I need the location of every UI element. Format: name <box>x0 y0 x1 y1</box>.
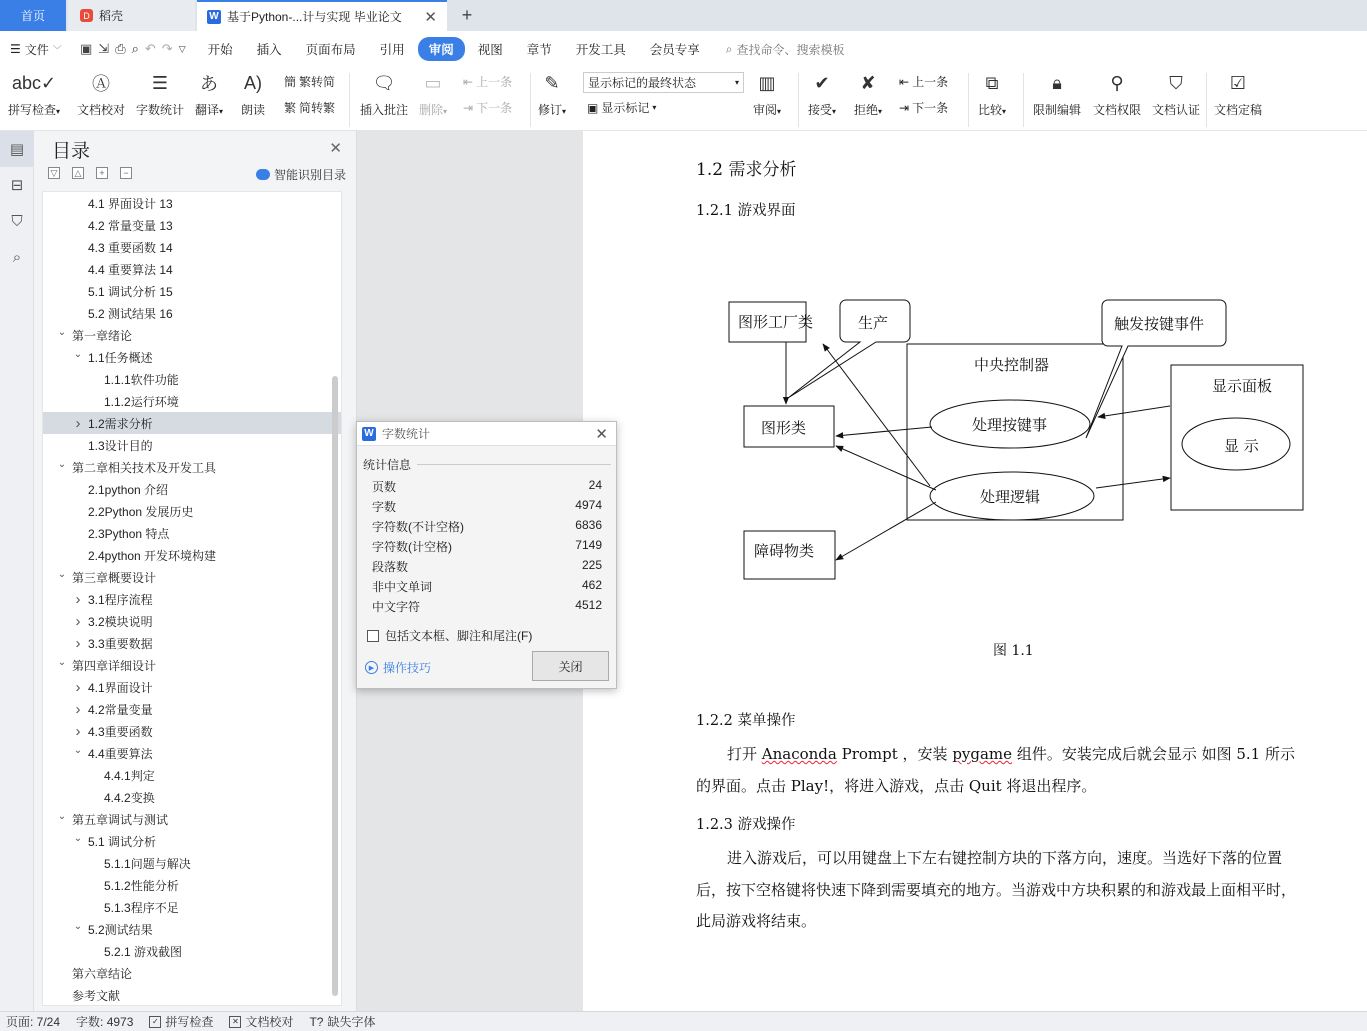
markup-display-select[interactable] <box>583 72 744 93</box>
tab-daoke-label: 稻壳 <box>99 9 124 23</box>
menu-tab-1[interactable]: 插入 <box>256 43 282 57</box>
word-count-label: 字数统计 <box>136 103 185 117</box>
review-pane-label: 审阅 <box>753 103 778 117</box>
remove-heading-icon[interactable]: − <box>120 167 132 179</box>
toc-item[interactable] <box>43 478 341 500</box>
word-count-icon: ☰ <box>151 72 169 93</box>
ribbon-separator <box>968 73 969 127</box>
chevron-right-icon[interactable]: › <box>75 612 81 630</box>
word-count-button[interactable] <box>136 69 184 118</box>
doc-proof-label: 文档校对 <box>77 103 126 117</box>
tab-document-label: 基于Python-...计与实现 毕业论文 <box>227 10 402 24</box>
spell-check-button[interactable]: abc✓ 拼写检查▾ <box>8 69 60 118</box>
doc-certify-button[interactable] <box>1152 69 1200 118</box>
tab-home-label: 首页 <box>20 9 45 23</box>
figure-caption: 图 1.1 <box>993 643 1034 659</box>
toc-item-label: 4.1界面设计 <box>88 680 153 695</box>
trad-to-simp-icon: 簡 <box>284 75 297 89</box>
accept-button[interactable]: ✔ 接受▾ <box>808 69 836 118</box>
title-tab-bar <box>0 0 1367 31</box>
word-count-dialog <box>356 421 617 689</box>
menu-tab-4[interactable]: 审阅 <box>418 37 465 61</box>
toc-item-label: 3.3重要数据 <box>88 636 153 651</box>
stat-value: 4974 <box>575 498 602 512</box>
insert-comment-button[interactable] <box>360 69 408 118</box>
toc-item-label: 5.1.1问题与解决 <box>104 856 191 871</box>
prev-comment-icon: ⇤ <box>463 74 474 89</box>
doc-proof-status-label: 文档校对 <box>245 1015 294 1029</box>
undo-icon[interactable]: ↶ <box>144 41 156 56</box>
reject-label: 拒绝 <box>854 103 879 117</box>
toc-item[interactable] <box>43 280 341 302</box>
restrict-edit-button[interactable] <box>1033 69 1081 118</box>
paragraph <box>696 739 1302 802</box>
toc-item[interactable] <box>43 764 341 786</box>
chevron-down-icon[interactable]: ⌄ <box>57 568 67 580</box>
review-pane-button[interactable]: ▥ 审阅▾ <box>753 69 781 118</box>
stat-row <box>372 578 602 595</box>
next-comment-button[interactable] <box>463 99 512 116</box>
next-change-button[interactable] <box>899 99 948 116</box>
toc-item[interactable] <box>43 390 341 412</box>
produce-label: 生产 <box>858 314 889 332</box>
chevron-right-icon[interactable]: › <box>75 414 81 432</box>
stat-label: 非中文单词 <box>372 580 433 594</box>
writer-doc-icon: W <box>207 10 221 24</box>
comment-delete-icon: ▭ <box>424 72 442 93</box>
lock-icon: 🔒︎ <box>1052 72 1062 93</box>
chevron-down-icon[interactable]: ⌄ <box>57 656 67 668</box>
next-change-icon: ⇥ <box>899 100 910 115</box>
proof-icon: ✕ <box>229 1016 241 1028</box>
simp-to-trad-label: 简转繁 <box>299 101 336 115</box>
doc-finalize-button[interactable] <box>1214 69 1262 118</box>
toc-item-label: 2.2Python 发展历史 <box>88 504 194 519</box>
ribbon-separator <box>798 73 799 127</box>
stats-group-label <box>363 456 611 473</box>
doc-proof-icon: Ⓐ <box>92 74 110 94</box>
stats-group-title: 统计信息 <box>363 458 412 472</box>
toc-item-label: 5.2 测试结果 16 <box>88 306 173 321</box>
reject-button[interactable]: ✘ 拒绝▾ <box>854 69 882 118</box>
toc-item[interactable] <box>43 302 341 324</box>
save-icon[interactable]: ▣ <box>80 41 93 56</box>
spellcheck-word: pygame <box>952 745 1013 763</box>
toc-item[interactable] <box>43 258 341 280</box>
collapse-all-icon[interactable]: ▽ <box>48 167 60 179</box>
toc-item-label: 5.1.2性能分析 <box>104 878 179 893</box>
doc-permission-button[interactable] <box>1093 69 1141 118</box>
toc-item[interactable] <box>43 566 341 588</box>
close-icon[interactable]: ✕ <box>595 425 608 443</box>
review-ribbon <box>0 67 1367 131</box>
toc-item-label: 参考文献 <box>72 988 121 1003</box>
chevron-right-icon[interactable]: › <box>75 722 81 740</box>
bookmark-icon[interactable]: ⛉ <box>11 212 23 230</box>
toc-item-label: 5.1 调试分析 <box>88 834 157 849</box>
chevron-down-icon[interactable]: ⌄ <box>57 810 67 822</box>
chevron-down-icon[interactable]: ⌄ <box>57 326 67 338</box>
finalize-icon: ☑ <box>1229 72 1247 93</box>
insert-comment-label: 插入批注 <box>360 103 409 117</box>
stat-label: 段落数 <box>372 560 409 574</box>
chevron-down-icon[interactable]: ⌄ <box>73 744 83 756</box>
translate-label: 翻译 <box>195 103 220 117</box>
ribbon-separator <box>349 73 350 127</box>
toc-item-label: 第二章相关技术及开发工具 <box>72 460 217 475</box>
plus-icon: + <box>461 5 473 25</box>
compare-icon: ⧉ <box>985 72 999 93</box>
toc-item[interactable] <box>43 852 341 874</box>
chevron-down-icon[interactable]: ⌄ <box>73 920 83 932</box>
compare-label: 比较 <box>978 103 1003 117</box>
stat-value: 6836 <box>575 518 602 532</box>
stat-label: 字符数(计空格) <box>372 540 452 554</box>
toc-item[interactable] <box>43 456 341 478</box>
display-panel-label: 显示面板 <box>1212 377 1273 395</box>
include-textbox-label: 包括文本框、脚注和尾注(F) <box>385 629 533 643</box>
toc-item-label: 第四章详细设计 <box>72 658 157 673</box>
toc-item[interactable] <box>43 676 341 698</box>
track-changes-icon: ✎ <box>544 72 560 93</box>
spell-check-status[interactable] <box>149 1013 213 1030</box>
toc-item[interactable] <box>43 368 341 390</box>
compare-button[interactable]: ⧉ 比较▾ <box>978 69 1006 118</box>
doc-permission-label: 文档权限 <box>1093 103 1142 117</box>
toc-item-label: 第三章概要设计 <box>72 570 157 585</box>
tips-label: 操作技巧 <box>383 661 432 675</box>
restrict-edit-label: 限制编辑 <box>1033 103 1082 117</box>
stat-label: 字数 <box>372 500 397 514</box>
spellcheck-word: Anaconda <box>761 745 837 763</box>
toc-panel-icon[interactable]: ▤ <box>0 131 34 167</box>
quick-access-toolbar <box>80 41 186 57</box>
close-icon[interactable]: ✕ <box>329 140 342 157</box>
graphics-class-label: 图形类 <box>761 419 807 437</box>
toc-item-label: 4.2常量变量 <box>88 702 153 717</box>
toc-item[interactable] <box>43 830 341 852</box>
delete-comment-label: 删除 <box>419 103 444 117</box>
command-search-label: 查找命令、搜索模板 <box>736 42 845 57</box>
spell-check-icon: abc✓ <box>11 72 57 93</box>
tips-link[interactable] <box>365 659 431 676</box>
controller-label: 中央控制器 <box>974 356 1050 374</box>
toc-item[interactable] <box>43 896 341 918</box>
stat-label: 中文字符 <box>372 600 421 614</box>
read-aloud-icon: A) <box>244 72 262 93</box>
print-icon[interactable]: ⎙ <box>115 41 126 56</box>
show-markup-button[interactable]: ▣ 显示标记 ▾ <box>587 100 657 115</box>
show-markup-label: 显示标记 <box>601 101 650 115</box>
toc-item-label: 1.3设计目的 <box>88 438 153 453</box>
toc-item-label: 2.1python 介绍 <box>88 482 169 497</box>
toc-panel <box>34 131 357 1011</box>
delete-comment-button[interactable]: ▭ 删除▾ <box>419 69 447 118</box>
toc-item[interactable] <box>43 940 341 962</box>
toc-item[interactable] <box>43 544 341 566</box>
toc-item-label: 第一章绪论 <box>72 328 133 343</box>
toc-item-label: 4.3 重要函数 14 <box>88 240 173 255</box>
prev-change-button[interactable] <box>899 73 948 90</box>
status-bar <box>0 1011 1367 1031</box>
menu-bar <box>0 31 1367 67</box>
close-button[interactable] <box>532 651 609 681</box>
writer-doc-icon: W <box>362 427 376 441</box>
toc-item[interactable] <box>43 654 341 676</box>
toc-item[interactable] <box>43 324 341 346</box>
chevron-right-icon[interactable]: › <box>75 700 81 718</box>
doc-proof-button[interactable] <box>77 69 125 118</box>
translate-button[interactable]: あ 翻译▾ <box>195 69 223 118</box>
close-button-label: 关闭 <box>558 659 583 674</box>
toc-item[interactable] <box>43 962 341 984</box>
command-search[interactable] <box>726 41 845 58</box>
chevron-down-icon: ﹀ <box>52 44 62 55</box>
font-icon: T? <box>309 1014 324 1029</box>
menu-tabs <box>196 37 712 61</box>
chevron-down-icon: ▾ <box>734 78 739 87</box>
toc-item-label: 1.2需求分析 <box>88 416 153 431</box>
toc-item[interactable] <box>43 236 341 258</box>
handle-key-label: 处理按键事 <box>972 416 1048 434</box>
toc-item-label: 2.4python 开发环境构建 <box>88 548 217 563</box>
expand-all-icon[interactable]: △ <box>72 167 84 179</box>
toc-item-label: 3.2模块说明 <box>88 614 153 629</box>
toc-item[interactable] <box>43 808 341 830</box>
menu-tab-8[interactable]: 会员专享 <box>649 43 700 57</box>
file-menu-label: 文件 <box>24 42 49 57</box>
track-changes-label: 修订 <box>538 103 563 117</box>
check-box-icon: ✓ <box>149 1016 161 1028</box>
spell-check-label: 拼写检查 <box>8 103 57 117</box>
toc-item-label: 5.2.1 游戏截图 <box>104 944 183 959</box>
toc-item-label: 第六章结论 <box>72 966 133 981</box>
track-changes-button[interactable]: ✎ 修订▾ <box>538 69 566 118</box>
stat-row <box>372 498 602 515</box>
search-icon[interactable]: ⌕ <box>12 248 22 266</box>
missing-font-status[interactable] <box>309 1013 375 1030</box>
obstacle-class-label: 障碍物类 <box>754 542 815 560</box>
toc-item[interactable] <box>43 500 341 522</box>
ribbon-separator <box>1206 73 1207 127</box>
paragraph-text: 组件。安装完成后就会显示 如图 5.1 所示的界面。点击 Play!，将进入游戏，点击 Quit 将退出程序。 <box>696 745 1295 795</box>
daoke-icon: D <box>80 9 93 22</box>
comment-plus-icon: 🗨 <box>372 72 396 93</box>
spell-check-status-label: 拼写检查 <box>165 1015 214 1029</box>
toc-item[interactable] <box>43 522 341 544</box>
toc-item-label: 3.1程序流程 <box>88 592 153 607</box>
stat-value: 225 <box>581 558 602 572</box>
chevron-down-icon[interactable]: ⌄ <box>73 832 83 844</box>
read-aloud-button[interactable] <box>240 69 266 118</box>
accept-label: 接受 <box>808 103 833 117</box>
tab-document[interactable] <box>197 0 447 31</box>
toc-item[interactable] <box>43 588 341 610</box>
subsection-heading: 1.2.2 菜单操作 <box>696 713 796 729</box>
toc-item-label: 4.4.2变换 <box>104 790 155 805</box>
structure-diagram <box>700 290 1320 590</box>
simp-to-trad-button[interactable] <box>284 99 335 116</box>
translate-icon: あ <box>200 74 219 94</box>
subsection-heading: 1.2.1 游戏界面 <box>696 203 796 219</box>
ribbon-separator <box>530 73 531 127</box>
show-markup-icon: ▣ <box>587 100 599 115</box>
toc-item-label: 1.1.1软件功能 <box>104 372 179 387</box>
menu-tab-2[interactable]: 页面布局 <box>305 43 356 57</box>
toc-item[interactable] <box>43 874 341 896</box>
menu-tab-0[interactable]: 开始 <box>207 43 233 57</box>
toc-item-label: 第五章调试与测试 <box>72 812 169 827</box>
trigger-label: 触发按键事件 <box>1114 315 1205 333</box>
menu-tab-6[interactable]: 章节 <box>526 43 552 57</box>
simp-to-trad-icon: 繁 <box>284 101 297 115</box>
doc-proof-status[interactable] <box>229 1013 293 1030</box>
menu-tab-3[interactable]: 引用 <box>379 43 405 57</box>
smart-toc-button[interactable] <box>256 166 346 183</box>
toc-item[interactable] <box>43 698 341 720</box>
toc-item-label: 1.1.2运行环境 <box>104 394 179 409</box>
stat-value: 462 <box>581 578 602 592</box>
stat-row <box>372 558 602 575</box>
review-pane-icon: ▥ <box>758 72 776 93</box>
stat-row <box>372 478 602 495</box>
chapter-nav-icon[interactable]: ⊟ <box>10 177 24 194</box>
toc-title: 目录 <box>52 141 91 162</box>
toc-item-label: 4.2 常量变量 13 <box>88 218 173 233</box>
checkbox-box[interactable] <box>367 630 379 642</box>
toc-item-label: 5.1 调试分析 15 <box>88 284 173 299</box>
display-label: 显 示 <box>1224 437 1259 455</box>
hamburger-icon: ☰ <box>10 42 21 56</box>
page-indicator[interactable]: 页面: 7/24 <box>6 1015 61 1029</box>
toc-item-label: 4.1 界面设计 13 <box>88 196 173 211</box>
chevron-right-icon[interactable]: › <box>75 590 81 608</box>
toc-item[interactable] <box>43 192 341 214</box>
tab-home[interactable] <box>0 0 66 31</box>
toc-item-label: 1.1任务概述 <box>88 350 153 365</box>
navigation-strip <box>0 131 34 1011</box>
accept-icon: ✔ <box>814 72 830 93</box>
toc-item-label: 4.4.1判定 <box>104 768 155 783</box>
toc-item-label: 5.1.3程序不足 <box>104 900 179 915</box>
next-comment-label: 下一条 <box>476 101 513 115</box>
toc-tools <box>48 167 132 179</box>
markup-display-value: 显示标记的最终状态 <box>588 76 697 90</box>
toc-item[interactable] <box>43 632 341 654</box>
doc-certify-label: 文档认证 <box>1152 103 1201 117</box>
chevron-down-icon[interactable]: ⌄ <box>73 348 83 360</box>
chevron-right-icon[interactable]: › <box>75 634 81 652</box>
customize-icon[interactable]: ▽ <box>178 43 186 54</box>
smart-toc-label: 智能识别目录 <box>273 168 346 182</box>
stat-value: 7149 <box>575 538 602 552</box>
subsection-heading: 1.2.3 游戏操作 <box>696 817 796 833</box>
search-icon: ⌕ <box>725 41 733 56</box>
prev-comment-button[interactable] <box>463 73 512 90</box>
print-preview-icon[interactable]: ⌕ <box>131 41 139 56</box>
close-tab-icon[interactable]: ✕ <box>424 8 437 26</box>
toc-item-label: 4.3重要函数 <box>88 724 153 739</box>
redo-icon[interactable]: ↷ <box>161 41 173 56</box>
trad-to-simp-button[interactable] <box>284 73 335 90</box>
toc-item[interactable] <box>43 412 341 434</box>
toc-item[interactable] <box>43 786 341 808</box>
trad-to-simp-label: 繁转简 <box>299 75 336 89</box>
chevron-down-icon[interactable]: ⌄ <box>57 458 67 470</box>
shield-icon: ⛉ <box>1169 72 1183 93</box>
toc-item[interactable] <box>43 434 341 456</box>
prev-change-icon: ⇤ <box>899 74 910 89</box>
logic-label: 处理逻辑 <box>980 488 1041 506</box>
toc-list <box>42 191 342 1006</box>
toc-item-label: 4.4 重要算法 14 <box>88 262 173 277</box>
read-aloud-label: 朗读 <box>240 103 265 117</box>
include-textbox-checkbox[interactable] <box>367 627 532 644</box>
paragraph-text: Prompt ，安装 <box>836 745 953 763</box>
toc-item[interactable] <box>43 214 341 236</box>
smart-toc-icon <box>256 169 270 180</box>
ribbon-separator <box>1023 73 1024 127</box>
stat-value: 4512 <box>575 598 602 612</box>
stat-row <box>372 538 602 555</box>
stat-value: 24 <box>588 478 602 492</box>
stat-label: 字符数(不计空格) <box>372 520 464 534</box>
new-tab-button[interactable] <box>455 0 479 31</box>
toc-item-label: 2.3Python 特点 <box>88 526 170 541</box>
paragraph: 进入游戏后，可以用键盘上下左右键控制方块的下落方向，速度。当选好下落的位置后，按下空格键将快速下降到需要填充的地方。当游戏中方块积累的和游戏最上面相平时，此局游戏将结束。 <box>696 849 1297 930</box>
toc-item-label: 4.4重要算法 <box>88 746 153 761</box>
doc-permission-icon: ⚲ <box>1110 72 1124 93</box>
menu-tab-7[interactable]: 开发工具 <box>575 43 626 57</box>
prev-comment-label: 上一条 <box>476 75 513 89</box>
toc-item[interactable] <box>43 720 341 742</box>
toc-item[interactable] <box>43 610 341 632</box>
paragraph-text: 打开 <box>727 745 762 763</box>
toc-item[interactable] <box>43 984 341 1006</box>
prev-change-label: 上一条 <box>912 75 949 89</box>
play-circle-icon: ▶ <box>365 661 378 674</box>
stat-row <box>372 598 602 615</box>
dialog-titlebar[interactable] <box>357 422 616 446</box>
toc-scrollbar[interactable] <box>332 376 338 996</box>
next-change-label: 下一条 <box>912 101 949 115</box>
toc-item[interactable] <box>43 918 341 940</box>
chevron-right-icon[interactable]: › <box>75 678 81 696</box>
next-comment-icon: ⇥ <box>463 100 474 115</box>
toc-item[interactable] <box>43 742 341 764</box>
missing-font-label: 缺失字体 <box>327 1015 376 1029</box>
toc-item[interactable] <box>43 346 341 368</box>
menu-tab-5[interactable]: 视图 <box>477 43 503 57</box>
reject-icon: ✘ <box>860 72 876 93</box>
doc-finalize-label: 文档定稿 <box>1214 103 1263 117</box>
file-menu[interactable] <box>0 41 80 58</box>
section-heading: 1.2 需求分析 <box>696 160 797 180</box>
toc-item-label: 5.2测试结果 <box>88 922 153 937</box>
word-count-indicator[interactable]: 字数: 4973 <box>76 1015 134 1029</box>
graphics-factory-label: 图形工厂类 <box>738 313 814 331</box>
export-icon[interactable]: ⇲ <box>98 41 110 56</box>
stat-label: 页数 <box>372 480 397 494</box>
tab-daoke[interactable] <box>68 0 195 31</box>
stat-row <box>372 518 602 535</box>
dialog-title: 字数统计 <box>382 427 431 441</box>
add-heading-icon[interactable]: + <box>96 167 108 179</box>
